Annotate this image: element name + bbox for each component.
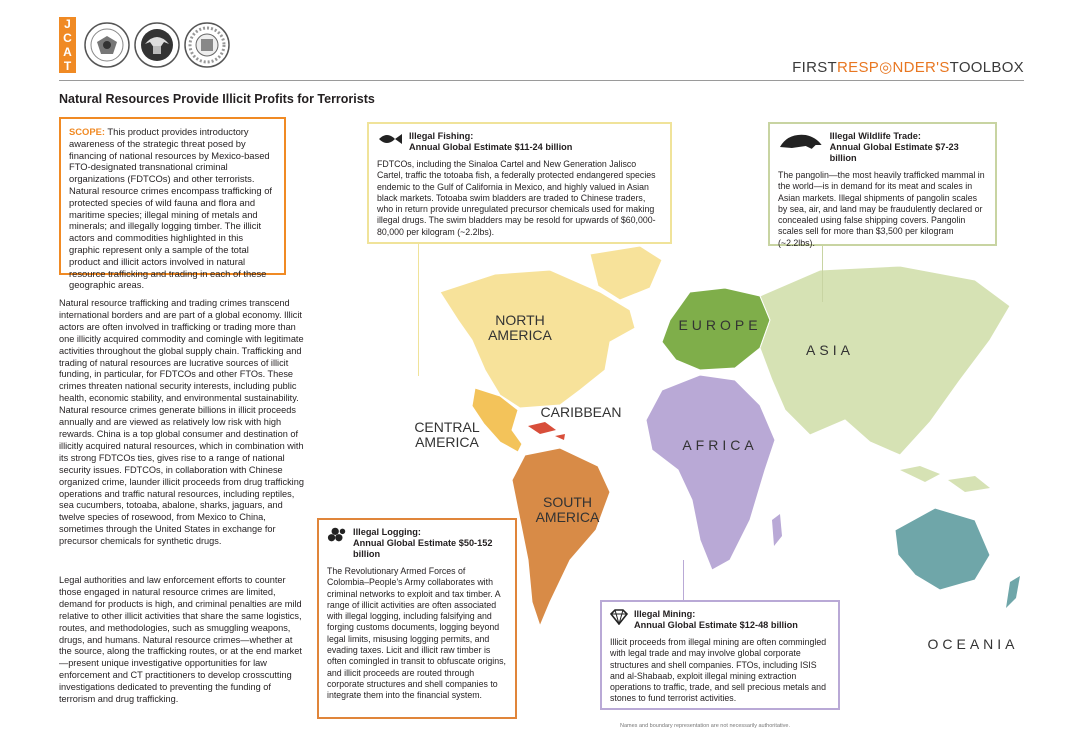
region-label-africa: AFRICA xyxy=(682,437,758,453)
region-central-america-line1: CENTRAL xyxy=(414,419,480,435)
callout-mining-header xyxy=(610,609,830,631)
callout-illegal-mining xyxy=(600,600,840,710)
logo-letter-t: T xyxy=(63,59,72,73)
toolbox-o-ring-icon: ◎ xyxy=(879,59,893,76)
callout-illegal-fishing xyxy=(367,122,672,244)
madagascar-shape xyxy=(772,514,782,546)
africa-shape xyxy=(646,375,775,570)
region-north-america-line1: NORTH xyxy=(495,312,545,328)
mining-leader-line xyxy=(683,560,684,600)
body-paragraph-2: Legal authorities and law enforcement efforts to counter those engaged in natural resource crimes are limited, demand for products is high, and criminal penalties are mild relative to other illicit activities that share the same logistics, routes, and methodologies, such as smuggling weapons, drugs, and humans. Natural resource crimes—whether at the source, along the trafficking routes, or at the end market—present unique investigative opportunities for law enforcement and CT practitioners to develop crosscutting investigations dedicated to preventing the funding of terrorism and drug trafficking. xyxy=(59,575,302,705)
callout-logging-header xyxy=(327,527,507,560)
header-divider xyxy=(59,80,1024,81)
southeast-asia-islands-shape xyxy=(900,466,990,492)
fbi-seal-icon xyxy=(184,22,230,68)
region-central-america-line2: AMERICA xyxy=(415,434,479,450)
dhs-seal-icon xyxy=(134,22,180,68)
callout-wildlife-header xyxy=(778,131,987,164)
diamond-icon xyxy=(610,609,628,625)
fishing-leader-line xyxy=(418,244,419,376)
region-label-europe: EUROPE xyxy=(678,317,762,333)
callout-fishing-header xyxy=(377,131,662,153)
fish-icon xyxy=(377,131,403,147)
wildlife-title: Illegal Wildlife Trade: xyxy=(829,131,921,141)
fishing-text: FDTCOs, including the Sinaloa Cartel and New Generation Jalisco Cartel, traffic the totoaba fish, a federally protected endangered species endemic to the Gulf of California in Mexico, and highly valued in Asian black markets. Totoaba swim bladders are traded to Chinese traders, who in return provide unregulated precursor chemicals used for making illegal drugs. The swim bladders may be resold for upwards of $60,000-80,000 per kilogram (~2.2lbs). xyxy=(377,159,656,237)
new-zealand-shape xyxy=(1006,576,1020,608)
asia-shape xyxy=(760,266,1010,455)
oceania-shape xyxy=(895,508,990,590)
mining-text: Illicit proceeds from illegal mining are often commingled with legal trade and may involve global corporate structures and shell companies. FTOs, including ISIS and al-Shabaab, exploit illegal mining extraction operations to traffic, trade, and sell precious metals and stones to fund terrorist activities. xyxy=(610,637,827,704)
logo-letter-c: C xyxy=(63,31,72,45)
map-footnote: Names and boundary representation are not necessarily authoritative. xyxy=(620,723,790,729)
region-label-caribbean: CARIBBEAN xyxy=(540,404,622,420)
south-america-shape xyxy=(512,448,610,626)
region-south-america-line1: SOUTH xyxy=(543,494,592,510)
logging-estimate: Annual Global Estimate $50-152 billion xyxy=(353,538,493,559)
fishing-title: Illegal Fishing: xyxy=(409,131,474,141)
region-label-oceania: OCEANIA xyxy=(927,636,1019,652)
body-paragraph-1: Natural resource trafficking and trading crimes transcend international borders and are part of a global economy. Illicit actors are often involved in trafficking or trading more than one illicitly acquired commodity and comingle with legitimate activities throughout the global supply chain. Trafficking and trading of natural resources are lucrative sources of illicit funding, in particular, for FDTCOs and other FTOs. These crimes threaten national security interests, including public health, economic stability, and environmental sustainability. Natural resource crimes generate billions in illicit proceeds annually and are viewed as relatively low risk with high rewards. China is a top global consumer and destination of illicitly acquired natural resources, which in combination with its strong FDTCOs ties, gives rise to a range of national security issues. FDTCOs, in collaboration with Chinese organized crime, launder illicit proceeds from drug trafficking operations and traffic natural resources, including reptiles, sea cucumbers, totoaba, abalone, sharks, jaguars, and twelve species of rosewood, from Mexico to China, sometimes through the United States in exchange for precursor chemicals for synthetic drugs. xyxy=(59,298,304,547)
logging-title: Illegal Logging: xyxy=(353,527,421,537)
mining-estimate: Annual Global Estimate $12-48 billion xyxy=(634,620,798,630)
callout-illegal-logging xyxy=(317,518,517,719)
pangolin-icon xyxy=(778,131,824,151)
region-label-central-america xyxy=(402,420,492,450)
first-responders-toolbox-logo xyxy=(792,58,1024,76)
toolbox-word-resp: RESP xyxy=(837,59,880,76)
toolbox-word-nders: NDER'S xyxy=(892,59,950,76)
toolbox-word-toolbox: TOOLBOX xyxy=(949,59,1024,76)
scope-label: SCOPE: xyxy=(69,126,105,137)
logs-icon xyxy=(327,527,347,543)
scope-box xyxy=(59,117,286,291)
mining-title: Illegal Mining: xyxy=(634,609,696,619)
region-label-south-america xyxy=(525,495,610,525)
fishing-estimate: Annual Global Estimate $11-24 billion xyxy=(409,142,573,152)
wildlife-estimate: Annual Global Estimate $7-23 billion xyxy=(829,142,959,163)
toolbox-word-first: FIRST xyxy=(792,59,838,76)
wildlife-text: The pangolin—the most heavily trafficked mammal in the world—is in demand for its meat and scales in Asian markets. Illegal shipments of pangolin scales by sea, air, and land may be fraudulently declared or concealed using false shipping covers. Pangolin scales sell for more than $3,500 per kilogram (~2.2lbs). xyxy=(778,170,985,248)
caribbean-shape xyxy=(528,422,565,440)
scope-text: This product provides introductory awareness of the strategic threat posed by financing of national resources by Mexico-based FTO-designated transnational criminal organizations (FDTCOs) and other terrorists. Natural resource crimes encompass trafficking of protected species of wild fauna and flora and maritime species; illegal mining of metals and minerals; and illegally logging timber. The illicit actors and commodities highlighted in this graphic represent only a sample of the total product and illicit actors involved in natural resource trafficking and trading in each of these geographic areas. xyxy=(69,126,273,291)
logo-letter-j: J xyxy=(64,17,71,31)
wildlife-leader-line xyxy=(822,246,823,302)
dni-seal-icon xyxy=(84,22,130,68)
callout-illegal-wildlife xyxy=(768,122,997,246)
region-label-asia: ASIA xyxy=(806,342,854,358)
region-north-america-line2: AMERICA xyxy=(488,327,552,343)
jcat-logo xyxy=(59,17,76,73)
region-label-north-america xyxy=(470,313,570,343)
logging-text: The Revolutionary Armed Forces of Colombia–People's Army collaborates with criminal networks to exploit and tax timber. A range of illicit activities are often associated with illegal logging, including falsifying and forging customs documents, logging beyond legal limits, misusing logging permits, and evading taxes. Licit and illicit raw timber is often comingled in transit to obfuscate origins, and illicit proceeds are routed through corporate structures and shell companies to integrate them into the financial system. xyxy=(327,566,506,701)
page-title: Natural Resources Provide Illicit Profits for Terrorists xyxy=(59,92,375,106)
logo-letter-a: A xyxy=(63,45,72,59)
region-south-america-line2: AMERICA xyxy=(535,509,600,525)
